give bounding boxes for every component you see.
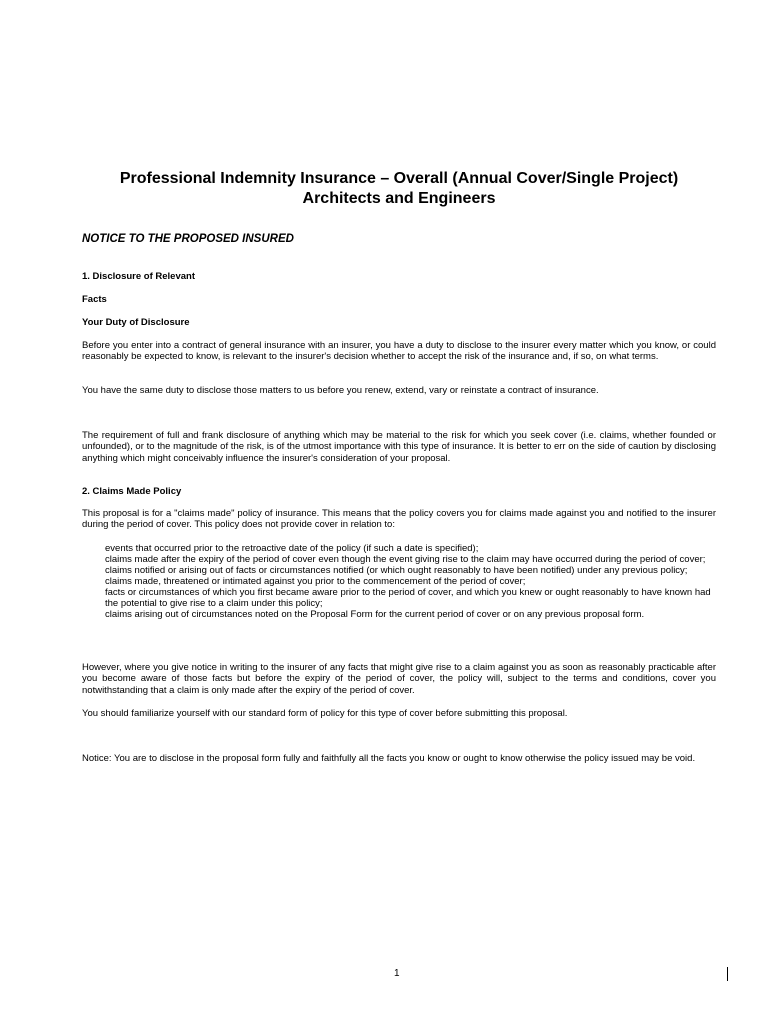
- list-item: facts or circumstances of which you first became aware prior to the period of cover, and which you knew or ought reasonably to have known had: [105, 587, 711, 598]
- section-2-heading: 2. Claims Made Policy: [82, 486, 182, 497]
- claims-made-paragraph-2: However, where you give notice in writing to the insurer of any facts that might give rise to a claim against you as soon as reasonably practicable after you become aware of those facts but before the expiry of the period of cover, the policy will, subject to the terms and conditions, cover you notwithstanding that a claim is only made after the expiry of the period of cover.: [82, 662, 716, 696]
- disclosure-paragraph-2: You have the same duty to disclose those matters to us before you renew, extend, vary or reinstate a contract of insurance.: [82, 385, 599, 396]
- exclusions-list: [105, 543, 716, 620]
- document-title: Professional Indemnity Insurance – Overall (Annual Cover/Single Project): [119, 170, 679, 187]
- page-number: 1: [394, 968, 400, 979]
- claims-made-paragraph-1: This proposal is for a "claims made" policy of insurance. This means that the policy covers you for claims made against you and notified to the insurer during the period of cover. This policy does not provide cover in relation to:: [82, 508, 716, 531]
- notice-footer: Notice: You are to disclose in the proposal form fully and faithfully all the facts you know or ought to know otherwise the policy issued may be void.: [82, 753, 696, 764]
- notice-heading: NOTICE TO THE PROPOSED INSURED: [82, 233, 294, 245]
- list-item: the potential to give rise to a claim under this policy;: [105, 598, 323, 609]
- document-subtitle: Architects and Engineers: [302, 190, 496, 207]
- duty-of-disclosure-heading: Your Duty of Disclosure: [82, 317, 190, 328]
- disclosure-paragraph-1: Before you enter into a contract of general insurance with an insurer, you have a duty to disclose to the insurer every matter which you know, or could reasonably be expected to know, is relevant to the insurer's decision whether to accept the risk of the insurance and, if so, on what terms.: [82, 340, 716, 363]
- list-item: claims arising out of circumstances noted on the Proposal Form for the current period of cover or on any previous proposal form.: [105, 609, 645, 620]
- page-edge-divider: [727, 967, 728, 981]
- section-1-heading-continued: Facts: [82, 294, 107, 305]
- list-item: claims made, threatened or intimated against you prior to the commencement of the period of cover;: [105, 576, 526, 587]
- disclosure-paragraph-3: The requirement of full and frank disclosure of anything which may be material to the risk for which you seek cover (i.e. claims, whether founded or unfounded), or to the magnitude of the risk, is of the utmost importance with this type of insurance. It is better to err on the side of caution by disclosing anything which might conceivably influence the insurer's consideration of your proposal.: [82, 430, 716, 464]
- list-item: claims notified or arising out of facts or circumstances notified (or which ought reasonably to have been notified) under any previous policy;: [105, 565, 688, 576]
- list-item: claims made after the expiry of the period of cover even though the event giving rise to the claim may have occurred during the period of cover;: [105, 554, 706, 565]
- list-item: events that occurred prior to the retroactive date of the policy (if such a date is specified);: [105, 543, 479, 554]
- claims-made-paragraph-3: You should familiarize yourself with our standard form of policy for this type of cover before submitting this proposal.: [82, 708, 568, 719]
- section-1-heading: 1. Disclosure of Relevant: [82, 271, 195, 282]
